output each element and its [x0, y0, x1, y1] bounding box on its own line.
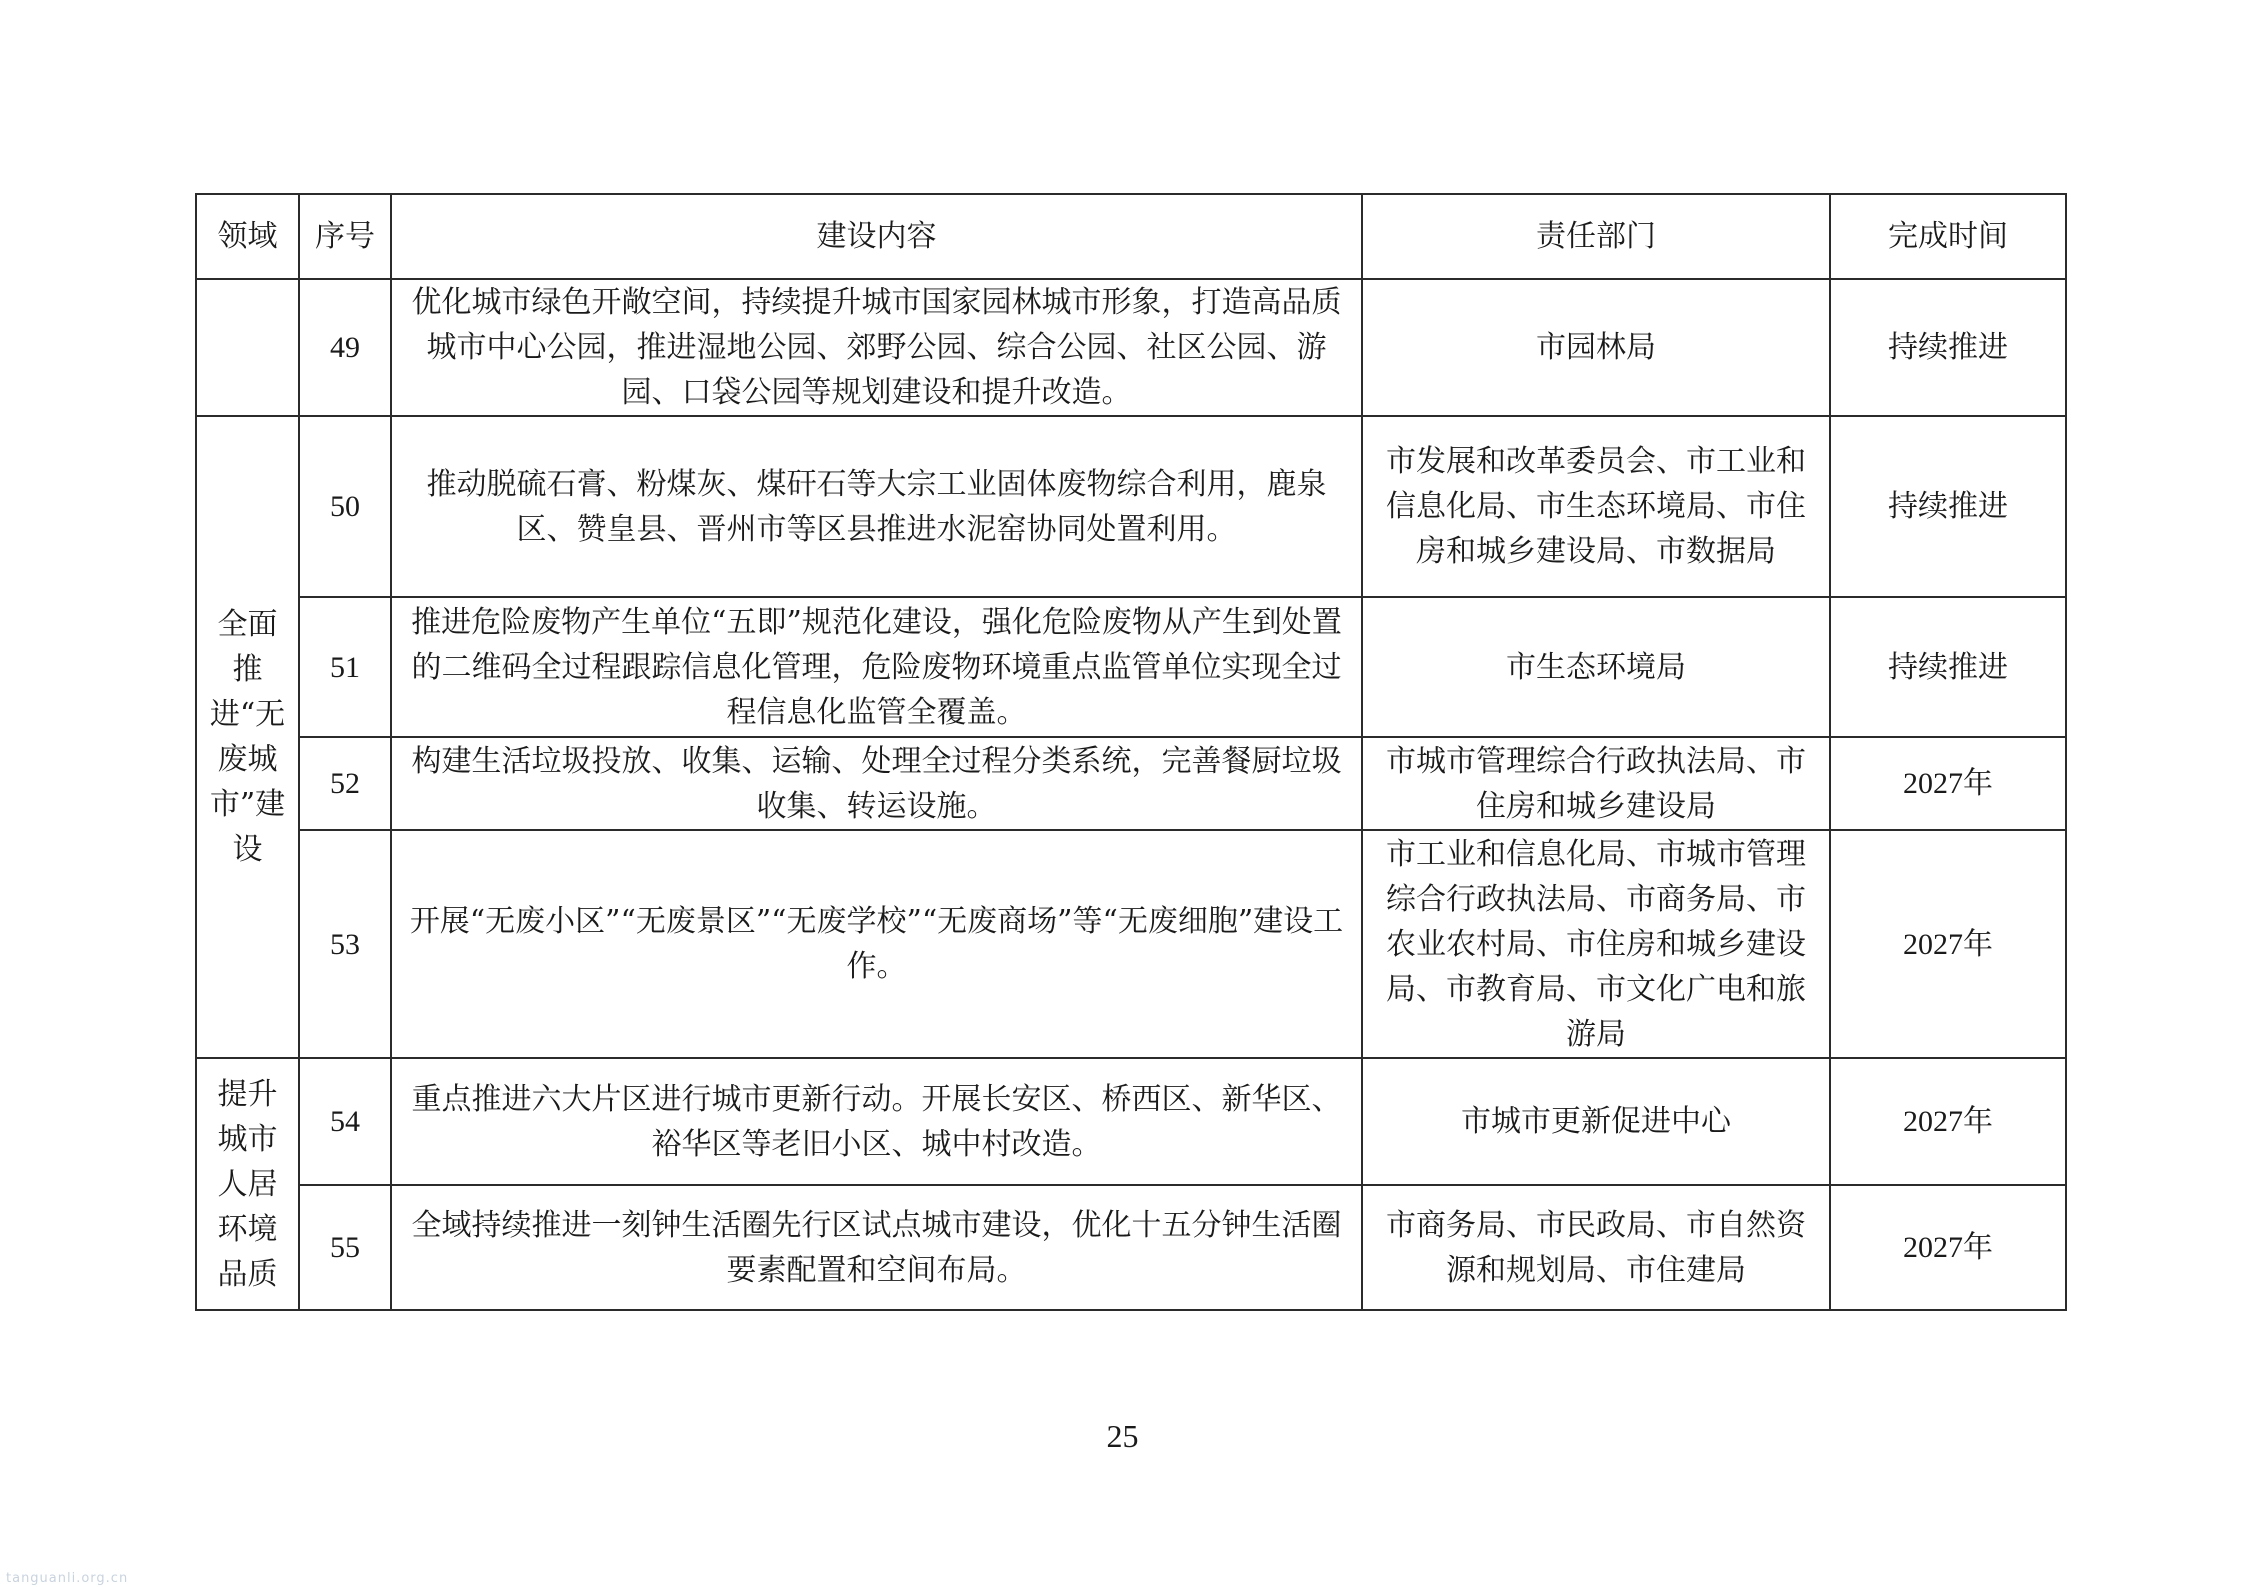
header-department: 责任部门: [1362, 194, 1830, 279]
table-row: [196, 279, 2066, 416]
row-department: 市城市管理综合行政执法局、市住房和城乡建设局: [1362, 737, 1830, 830]
row-number: 49: [299, 279, 391, 416]
row-department: 市发展和改革委员会、市工业和信息化局、市生态环境局、市住房和城乡建设局、市数据局: [1362, 416, 1830, 597]
table-row: [196, 416, 2066, 597]
table-row: [196, 1185, 2066, 1310]
row-content: 构建生活垃圾投放、收集、运输、处理全过程分类系统，完善餐厨垃圾收集、转运设施。: [391, 737, 1362, 830]
row-number: 52: [299, 737, 391, 830]
header-time: 完成时间: [1830, 194, 2066, 279]
row-time: 持续推进: [1830, 279, 2066, 416]
header-number: 序号: [299, 194, 391, 279]
row-time: 持续推进: [1830, 416, 2066, 597]
header-domain: 领域: [196, 194, 299, 279]
table-header-row: [196, 194, 2066, 279]
table-row: [196, 830, 2066, 1058]
table-row: [196, 597, 2066, 737]
table-row: [196, 737, 2066, 830]
row-content: 全域持续推进一刻钟生活圈先行区试点城市建设，优化十五分钟生活圈要素配置和空间布局。: [391, 1185, 1362, 1310]
row-number: 50: [299, 416, 391, 597]
row-department: 市工业和信息化局、市城市管理综合行政执法局、市商务局、市农业农村局、市住房和城乡建设局、市教育局、市文化广电和旅游局: [1362, 830, 1830, 1058]
row-content: 开展“无废小区”“无废景区”“无废学校”“无废商场”等“无废细胞”建设工作。: [391, 830, 1362, 1058]
row-department: 市商务局、市民政局、市自然资源和规划局、市住建局: [1362, 1185, 1830, 1310]
row-department: 市生态环境局: [1362, 597, 1830, 737]
row-content: 重点推进六大片区进行城市更新行动。开展长安区、桥西区、新华区、裕华区等老旧小区、城中村改造。: [391, 1058, 1362, 1185]
project-table: [195, 193, 2067, 1311]
row-number: 51: [299, 597, 391, 737]
row-time: 2027年: [1830, 737, 2066, 830]
table-row: [196, 1058, 2066, 1185]
row-number: 55: [299, 1185, 391, 1310]
header-content: 建设内容: [391, 194, 1362, 279]
page-number: 25: [1106, 1418, 1139, 1454]
row-time: 2027年: [1830, 1058, 2066, 1185]
row-content: 推进危险废物产生单位“五即”规范化建设，强化危险废物从产生到处置的二维码全过程跟踪信息化管理，危险废物环境重点监管单位实现全过程信息化监管全覆盖。: [391, 597, 1362, 737]
row-time: 2027年: [1830, 830, 2066, 1058]
row-department: 市园林局: [1362, 279, 1830, 416]
domain-cell: [196, 279, 299, 416]
row-department: 市城市更新促进中心: [1362, 1058, 1830, 1185]
watermark: tanguanli.org.cn: [6, 1571, 129, 1586]
row-number: 53: [299, 830, 391, 1058]
domain-cell: 提升城市人居环境品质: [196, 1058, 299, 1310]
row-content: 优化城市绿色开敞空间，持续提升城市国家园林城市形象，打造高品质城市中心公园，推进湿地公园、郊野公园、综合公园、社区公园、游园、口袋公园等规划建设和提升改造。: [391, 279, 1362, 416]
row-number: 54: [299, 1058, 391, 1185]
domain-cell: 全面推进“无废城市”建设: [196, 416, 299, 1058]
row-time: 持续推进: [1830, 597, 2066, 737]
row-time: 2027年: [1830, 1185, 2066, 1310]
row-content: 推动脱硫石膏、粉煤灰、煤矸石等大宗工业固体废物综合利用，鹿泉区、赞皇县、晋州市等区县推进水泥窑协同处置利用。: [391, 416, 1362, 597]
